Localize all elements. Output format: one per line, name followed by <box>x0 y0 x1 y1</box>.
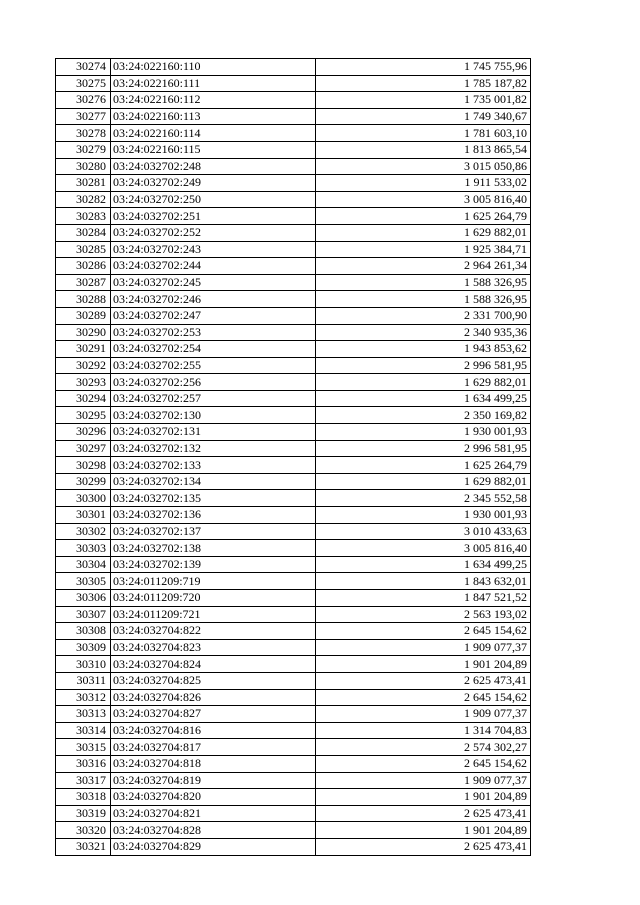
cadastral-number-cell: 03:24:032704:825 <box>111 672 316 689</box>
cadastral-value-cell: 1 588 326,95 <box>316 274 531 291</box>
cadastral-number-cell: 03:24:032704:817 <box>111 739 316 756</box>
cadastral-number-cell: 03:24:032702:136 <box>111 507 316 524</box>
cadastral-value-cell: 1 629 882,01 <box>316 374 531 391</box>
cadastral-number-cell: 03:24:032702:244 <box>111 258 316 275</box>
cadastral-value-cell: 3 010 433,63 <box>316 523 531 540</box>
cadastral-value-cell: 1 925 384,71 <box>316 241 531 258</box>
row-number-cell: 30295 <box>56 407 111 424</box>
row-number-cell: 30276 <box>56 92 111 109</box>
table-row <box>56 357 531 374</box>
cadastral-value-cell: 1 930 001,93 <box>316 507 531 524</box>
cadastral-value-cell: 1 781 603,10 <box>316 125 531 142</box>
row-number-cell: 30310 <box>56 656 111 673</box>
table-row <box>56 92 531 109</box>
cadastral-number-cell: 03:24:022160:111 <box>111 75 316 92</box>
cadastral-value-cell: 1 847 521,52 <box>316 590 531 607</box>
cadastral-value-cell: 2 625 473,41 <box>316 838 531 855</box>
cadastral-number-cell: 03:24:032702:251 <box>111 208 316 225</box>
cadastral-number-cell: 03:24:022160:110 <box>111 59 316 76</box>
cadastral-value-cell: 1 813 865,54 <box>316 141 531 158</box>
row-number-cell: 30284 <box>56 224 111 241</box>
cadastral-value-cell: 1 745 755,96 <box>316 59 531 76</box>
cadastral-number-cell: 03:24:032702:246 <box>111 291 316 308</box>
cadastral-number-cell: 03:24:022160:115 <box>111 141 316 158</box>
cadastral-value-cell: 2 625 473,41 <box>316 805 531 822</box>
cadastral-number-cell: 03:24:011209:721 <box>111 606 316 623</box>
cadastral-number-cell: 03:24:032702:131 <box>111 424 316 441</box>
cadastral-number-cell: 03:24:032702:248 <box>111 158 316 175</box>
table-row <box>56 540 531 557</box>
table-row <box>56 772 531 789</box>
row-number-cell: 30301 <box>56 507 111 524</box>
table-row <box>56 606 531 623</box>
cadastral-number-cell: 03:24:032702:139 <box>111 556 316 573</box>
cadastral-number-cell: 03:24:032702:132 <box>111 440 316 457</box>
row-number-cell: 30291 <box>56 341 111 358</box>
cadastral-value-cell: 1 901 204,89 <box>316 822 531 839</box>
row-number-cell: 30281 <box>56 175 111 192</box>
cadastral-value-cell: 1 749 340,67 <box>316 108 531 125</box>
cadastral-number-cell: 03:24:032702:257 <box>111 390 316 407</box>
cadastral-value-cell: 3 005 816,40 <box>316 540 531 557</box>
row-number-cell: 30299 <box>56 473 111 490</box>
row-number-cell: 30292 <box>56 357 111 374</box>
cadastral-number-cell: 03:24:032702:135 <box>111 490 316 507</box>
table-row <box>56 672 531 689</box>
cadastral-number-cell: 03:24:032702:253 <box>111 324 316 341</box>
table-row <box>56 838 531 855</box>
table-row <box>56 722 531 739</box>
table-row <box>56 108 531 125</box>
cadastral-value-cell: 2 645 154,62 <box>316 689 531 706</box>
row-number-cell: 30275 <box>56 75 111 92</box>
row-number-cell: 30305 <box>56 573 111 590</box>
cadastral-value-cell: 1 629 882,01 <box>316 473 531 490</box>
table-row <box>56 573 531 590</box>
row-number-cell: 30306 <box>56 590 111 607</box>
table-row <box>56 307 531 324</box>
table-row <box>56 341 531 358</box>
table-row <box>56 125 531 142</box>
cadastral-number-cell: 03:24:032702:133 <box>111 457 316 474</box>
row-number-cell: 30307 <box>56 606 111 623</box>
cadastral-value-cell: 2 964 261,34 <box>316 258 531 275</box>
row-number-cell: 30289 <box>56 307 111 324</box>
cadastral-number-cell: 03:24:032702:252 <box>111 224 316 241</box>
table-row <box>56 224 531 241</box>
cadastral-value-cell: 2 996 581,95 <box>316 357 531 374</box>
row-number-cell: 30294 <box>56 390 111 407</box>
row-number-cell: 30312 <box>56 689 111 706</box>
cadastral-number-cell: 03:24:022160:114 <box>111 125 316 142</box>
table-row <box>56 556 531 573</box>
table-row <box>56 789 531 806</box>
row-number-cell: 30311 <box>56 672 111 689</box>
cadastral-number-cell: 03:24:032704:822 <box>111 623 316 640</box>
row-number-cell: 30290 <box>56 324 111 341</box>
row-number-cell: 30283 <box>56 208 111 225</box>
table-row <box>56 258 531 275</box>
cadastral-number-cell: 03:24:032702:249 <box>111 175 316 192</box>
cadastral-value-cell: 1 588 326,95 <box>316 291 531 308</box>
row-number-cell: 30298 <box>56 457 111 474</box>
cadastral-number-cell: 03:24:032704:828 <box>111 822 316 839</box>
row-number-cell: 30304 <box>56 556 111 573</box>
cadastral-number-cell: 03:24:032702:255 <box>111 357 316 374</box>
table-row <box>56 390 531 407</box>
cadastral-number-cell: 03:24:032702:256 <box>111 374 316 391</box>
cadastral-value-cell: 1 901 204,89 <box>316 789 531 806</box>
table-row <box>56 523 531 540</box>
table-row <box>56 75 531 92</box>
row-number-cell: 30282 <box>56 191 111 208</box>
cadastral-value-cell: 2 563 193,02 <box>316 606 531 623</box>
row-number-cell: 30286 <box>56 258 111 275</box>
cadastral-number-cell: 03:24:011209:720 <box>111 590 316 607</box>
cadastral-value-cell: 2 996 581,95 <box>316 440 531 457</box>
cadastral-number-cell: 03:24:032702:245 <box>111 274 316 291</box>
cadastral-value-cell: 1 785 187,82 <box>316 75 531 92</box>
row-number-cell: 30285 <box>56 241 111 258</box>
cadastral-number-cell: 03:24:022160:112 <box>111 92 316 109</box>
cadastral-number-cell: 03:24:032704:826 <box>111 689 316 706</box>
table-row <box>56 407 531 424</box>
table-row <box>56 291 531 308</box>
cadastral-value-cell: 1 629 882,01 <box>316 224 531 241</box>
row-number-cell: 30320 <box>56 822 111 839</box>
cadastral-number-cell: 03:24:032702:138 <box>111 540 316 557</box>
table-row <box>56 374 531 391</box>
row-number-cell: 30279 <box>56 141 111 158</box>
table-row <box>56 507 531 524</box>
row-number-cell: 30318 <box>56 789 111 806</box>
table-row <box>56 191 531 208</box>
row-number-cell: 30293 <box>56 374 111 391</box>
table-row <box>56 739 531 756</box>
cadastral-value-cell: 2 574 302,27 <box>316 739 531 756</box>
row-number-cell: 30296 <box>56 424 111 441</box>
row-number-cell: 30300 <box>56 490 111 507</box>
table-row <box>56 457 531 474</box>
row-number-cell: 30309 <box>56 639 111 656</box>
cadastral-value-cell: 1 634 499,25 <box>316 390 531 407</box>
cadastral-number-cell: 03:24:032702:137 <box>111 523 316 540</box>
cadastral-value-cell: 1 930 001,93 <box>316 424 531 441</box>
row-number-cell: 30288 <box>56 291 111 308</box>
row-number-cell: 30308 <box>56 623 111 640</box>
table-row <box>56 822 531 839</box>
cadastral-number-cell: 03:24:032702:247 <box>111 307 316 324</box>
cadastral-value-cell: 1 314 704,83 <box>316 722 531 739</box>
table-row <box>56 490 531 507</box>
cadastral-value-cell: 1 909 077,37 <box>316 639 531 656</box>
row-number-cell: 30313 <box>56 706 111 723</box>
table-row <box>56 656 531 673</box>
row-number-cell: 30302 <box>56 523 111 540</box>
row-number-cell: 30287 <box>56 274 111 291</box>
cadastral-number-cell: 03:24:011209:719 <box>111 573 316 590</box>
table-row <box>56 623 531 640</box>
cadastral-number-cell: 03:24:032704:819 <box>111 772 316 789</box>
cadastral-value-cell: 2 345 552,58 <box>316 490 531 507</box>
cadastral-value-cell: 1 911 533,02 <box>316 175 531 192</box>
cadastral-number-cell: 03:24:032704:824 <box>111 656 316 673</box>
row-number-cell: 30280 <box>56 158 111 175</box>
cadastral-value-cell: 1 625 264,79 <box>316 457 531 474</box>
cadastral-value-cell: 1 943 853,62 <box>316 341 531 358</box>
cadastral-number-cell: 03:24:032704:829 <box>111 838 316 855</box>
row-number-cell: 30319 <box>56 805 111 822</box>
table-row <box>56 208 531 225</box>
table-row <box>56 590 531 607</box>
table-row <box>56 175 531 192</box>
row-number-cell: 30314 <box>56 722 111 739</box>
cadastral-number-cell: 03:24:032704:823 <box>111 639 316 656</box>
table-row <box>56 141 531 158</box>
row-number-cell: 30277 <box>56 108 111 125</box>
table-row <box>56 59 531 76</box>
cadastral-value-cell: 3 015 050,86 <box>316 158 531 175</box>
cadastral-value-cell: 2 350 169,82 <box>316 407 531 424</box>
cadastral-value-cell: 1 909 077,37 <box>316 772 531 789</box>
cadastral-number-cell: 03:24:032702:134 <box>111 473 316 490</box>
table-row <box>56 324 531 341</box>
cadastral-number-cell: 03:24:032704:827 <box>111 706 316 723</box>
row-number-cell: 30278 <box>56 125 111 142</box>
row-number-cell: 30316 <box>56 755 111 772</box>
cadastral-value-cell: 1 843 632,01 <box>316 573 531 590</box>
cadastral-value-cell: 3 005 816,40 <box>316 191 531 208</box>
cadastral-number-cell: 03:24:022160:113 <box>111 108 316 125</box>
cadastral-number-cell: 03:24:032704:820 <box>111 789 316 806</box>
cadastral-value-cell: 1 909 077,37 <box>316 706 531 723</box>
cadastral-value-cell: 2 340 935,36 <box>316 324 531 341</box>
cadastral-number-cell: 03:24:032702:250 <box>111 191 316 208</box>
cadastral-number-cell: 03:24:032704:816 <box>111 722 316 739</box>
table-row <box>56 639 531 656</box>
table-row <box>56 689 531 706</box>
table-row <box>56 424 531 441</box>
table-row <box>56 158 531 175</box>
table-row <box>56 473 531 490</box>
table-row <box>56 805 531 822</box>
cadastral-number-cell: 03:24:032704:821 <box>111 805 316 822</box>
table-row <box>56 706 531 723</box>
cadastral-number-cell: 03:24:032702:243 <box>111 241 316 258</box>
table-row <box>56 440 531 457</box>
row-number-cell: 30321 <box>56 838 111 855</box>
cadastral-value-cell: 1 634 499,25 <box>316 556 531 573</box>
cadastral-value-cell: 2 331 700,90 <box>316 307 531 324</box>
cadastral-value-cell: 1 735 001,82 <box>316 92 531 109</box>
row-number-cell: 30317 <box>56 772 111 789</box>
cadastral-value-cell: 2 645 154,62 <box>316 623 531 640</box>
cadastral-number-cell: 03:24:032702:254 <box>111 341 316 358</box>
cadastral-value-cell: 1 901 204,89 <box>316 656 531 673</box>
row-number-cell: 30274 <box>56 59 111 76</box>
cadastral-number-cell: 03:24:032704:818 <box>111 755 316 772</box>
row-number-cell: 30303 <box>56 540 111 557</box>
row-number-cell: 30297 <box>56 440 111 457</box>
row-number-cell: 30315 <box>56 739 111 756</box>
cadastral-value-cell: 2 625 473,41 <box>316 672 531 689</box>
cadastral-value-cell: 1 625 264,79 <box>316 208 531 225</box>
cadastral-value-table <box>55 58 531 856</box>
cadastral-number-cell: 03:24:032702:130 <box>111 407 316 424</box>
table-row <box>56 241 531 258</box>
table-body <box>56 59 531 856</box>
table-row <box>56 274 531 291</box>
table-row <box>56 755 531 772</box>
cadastral-value-cell: 2 645 154,62 <box>316 755 531 772</box>
